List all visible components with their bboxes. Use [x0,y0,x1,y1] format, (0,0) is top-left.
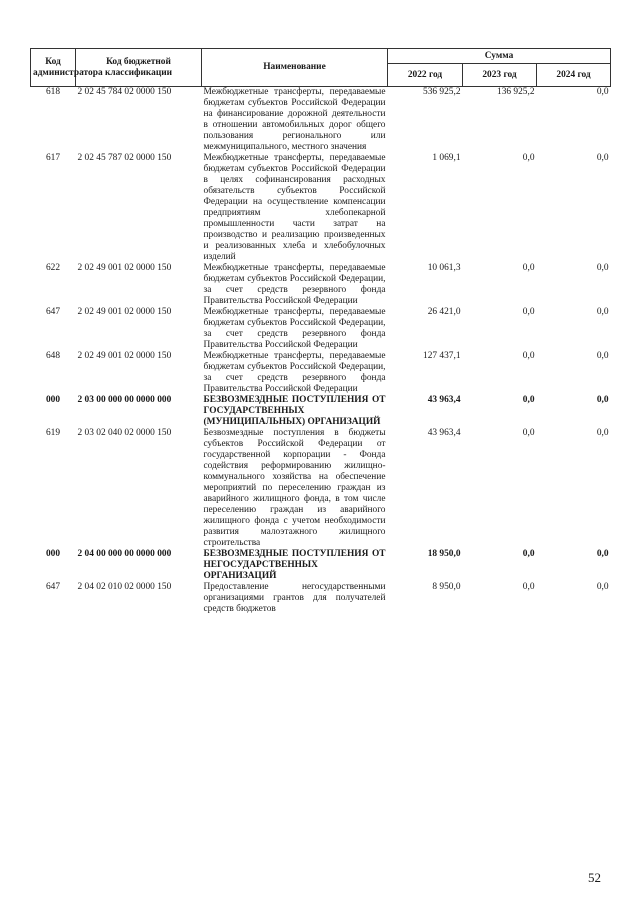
sum-2023: 0,0 [522,428,535,438]
table-row [31,87,611,154]
admin-code: 622 [45,263,61,273]
table-row [31,428,611,549]
col-header-year-2024: 2024 год [537,64,611,87]
table-row [31,263,611,307]
sum-2023: 0,0 [522,307,535,317]
sum-2023: 0,0 [522,549,535,559]
sum-2024: 0,0 [596,351,609,361]
sum-2022: 10 061,3 [427,263,461,273]
sum-2022: 536 925,2 [423,87,461,97]
sum-2023: 0,0 [522,395,535,405]
sum-2024: 0,0 [596,549,609,559]
row-name: Межбюджетные трансферты, передаваемые бюджетам субъектов Российской Федерации, за счет средств резервного фонда Правительства Российской Федерации [203,307,386,350]
sum-2024: 0,0 [596,582,609,592]
budget-table [30,48,611,615]
sum-2023: 0,0 [522,153,535,163]
admin-code: 000 [45,549,61,559]
kbk-code: 2 03 00 000 00 0000 000 [77,395,172,405]
sum-2023: 136 925,2 [497,87,535,97]
sum-2024: 0,0 [596,263,609,273]
table-row-section [31,549,611,582]
col-header-year-2022: 2022 год [388,64,463,87]
table-row [31,582,611,615]
kbk-code: 2 02 45 784 02 0000 150 [77,87,172,97]
col-header-kbk: Код бюджетной классификации [76,49,202,87]
table-row-section [31,395,611,428]
sum-2022: 18 950,0 [427,549,461,559]
kbk-code: 2 02 45 787 02 0000 150 [77,153,172,163]
sum-2024: 0,0 [596,87,609,97]
table-row [31,153,611,263]
sum-2024: 0,0 [596,307,609,317]
col-header-admin: Код администратора [31,49,76,87]
col-header-sum: Сумма [388,49,611,64]
admin-code: 647 [45,582,61,592]
page-number: 52 [588,870,601,885]
sum-2024: 0,0 [596,428,609,438]
kbk-code: 2 04 00 000 00 0000 000 [77,549,172,559]
admin-code: 618 [45,87,61,97]
table-row [31,307,611,351]
sum-2022: 26 421,0 [427,307,461,317]
kbk-code: 2 02 49 001 02 0000 150 [77,351,172,361]
admin-code: 619 [45,428,61,438]
sum-2024: 0,0 [596,153,609,163]
kbk-code: 2 02 49 001 02 0000 150 [77,307,172,317]
row-name: Безвозмездные поступления в бюджеты субъектов Российской Федерации от государственной корпорации - Фонда содействия реформированию жилищно-коммунального хозяйства на обеспечение мероприятий по переселению граждан из аварийного жилищного фонда, в том числе переселению граждан из аварийного жилищного фонда с учетом необходимости развития малоэтажного жилищного строительства [203,428,386,548]
kbk-code: 2 02 49 001 02 0000 150 [77,263,172,273]
sum-2022: 127 437,1 [423,351,461,361]
sum-2023: 0,0 [522,582,535,592]
sum-2024: 0,0 [596,395,609,405]
row-name: Межбюджетные трансферты, передаваемые бюджетам субъектов Российской Федерации, за счет средств резервного фонда Правительства Российской Федерации [203,351,386,394]
row-name: Предоставление негосударственными организациями грантов для получателей средств бюджетов [203,582,386,614]
sum-2022: 43 963,4 [427,395,461,405]
table-body [31,87,611,616]
row-name: БЕЗВОЗМЕЗДНЫЕ ПОСТУПЛЕНИЯ ОТ ГОСУДАРСТВЕННЫХ (МУНИЦИПАЛЬНЫХ) ОРГАНИЗАЦИЙ [203,395,386,427]
sum-2022: 1 069,1 [432,153,461,163]
admin-code: 648 [45,351,61,361]
sum-2022: 43 963,4 [427,428,461,438]
sum-2023: 0,0 [522,263,535,273]
admin-code: 617 [45,153,61,163]
kbk-code: 2 04 02 010 02 0000 150 [77,582,172,592]
admin-code: 000 [45,395,61,405]
col-header-year-2023: 2023 год [463,64,537,87]
kbk-code: 2 03 02 040 02 0000 150 [77,428,172,438]
row-name: БЕЗВОЗМЕЗДНЫЕ ПОСТУПЛЕНИЯ ОТ НЕГОСУДАРСТВЕННЫХ ОРГАНИЗАЦИЙ [203,549,386,581]
admin-code: 647 [45,307,61,317]
table-header [31,49,611,87]
sum-2023: 0,0 [522,351,535,361]
row-name: Межбюджетные трансферты, передаваемые бюджетам субъектов Российской Федерации, за счет средств резервного фонда Правительства Российской Федерации [203,263,386,306]
sum-2022: 8 950,0 [432,582,461,592]
table-row [31,351,611,395]
col-header-name: Наименование [202,49,388,87]
row-name: Межбюджетные трансферты, передаваемые бюджетам субъектов Российской Федерации на финансирование дорожной деятельности в отношении автомобильных дорог общего пользования регионального или межмуниципального, местного значения [203,87,386,152]
row-name: Межбюджетные трансферты, передаваемые бюджетам субъектов Российской Федерации в целях софинансирования расходных обязательств субъектов Российской Федерации на осуществление компенсации предприятиям хлебопекарной промышленности части затрат на производство и реализацию произведенных и реализованных хлеба и хлебобулочных изделий [203,153,386,262]
